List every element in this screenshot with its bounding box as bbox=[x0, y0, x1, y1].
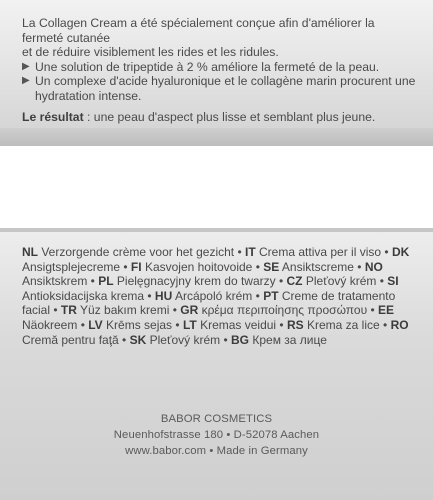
language-code: SI bbox=[387, 274, 399, 289]
language-entry bbox=[231, 333, 327, 347]
language-product-name: Yüz bakım kremi bbox=[80, 303, 170, 318]
separator-dot: • bbox=[381, 245, 392, 259]
separator-dot: • bbox=[169, 303, 181, 318]
language-code: NO bbox=[364, 259, 383, 274]
language-entry bbox=[22, 245, 234, 259]
separator-dot: • bbox=[234, 245, 245, 259]
language-code: FI bbox=[130, 259, 142, 274]
language-entry bbox=[88, 318, 172, 332]
language-product-name: Ansigtsplejecreme bbox=[22, 259, 121, 274]
language-entry bbox=[98, 274, 275, 288]
language-entry bbox=[183, 318, 276, 332]
language-entry bbox=[287, 274, 377, 288]
language-product-name: Arcápoló krém bbox=[174, 288, 253, 303]
language-entry bbox=[263, 260, 354, 274]
separator-dot: • bbox=[379, 317, 391, 332]
separator-dot: • bbox=[87, 274, 99, 289]
language-code: PT bbox=[263, 288, 279, 303]
intro-line-2: et de réduire visiblement les rides et les ridules. bbox=[22, 45, 279, 59]
separator-dot: • bbox=[353, 259, 365, 274]
french-description-panel bbox=[0, 0, 433, 128]
language-code: CZ bbox=[286, 274, 303, 289]
street-address: Neuenhofstrasse 180 • D-52078 Aachen bbox=[113, 429, 320, 441]
language-entry bbox=[287, 318, 380, 332]
language-entry bbox=[180, 303, 367, 317]
separator-dot: • bbox=[172, 317, 183, 332]
separator-dot: • bbox=[276, 317, 287, 332]
blank-white-band bbox=[0, 146, 433, 228]
triangle-bullet-icon: ▶ bbox=[22, 60, 30, 72]
language-code: IT bbox=[245, 245, 256, 259]
separator-dot: • bbox=[77, 317, 89, 332]
language-entry bbox=[155, 289, 252, 303]
language-product-name: Antioksidacijska krema bbox=[22, 288, 145, 303]
language-entry bbox=[245, 245, 381, 259]
website-origin: www.babor.com • Made in Germany bbox=[125, 445, 308, 457]
bullet-item bbox=[22, 60, 417, 75]
language-product-name: Kasvojen hoitovoide bbox=[144, 259, 253, 274]
bullet-item bbox=[22, 74, 417, 103]
language-product-name: Cremă pentru faţă bbox=[22, 332, 119, 347]
language-code: BG bbox=[231, 332, 250, 347]
language-product-name: Ansiktskrem bbox=[22, 274, 88, 289]
separator-dot: • bbox=[50, 303, 61, 318]
language-entry bbox=[130, 333, 221, 347]
language-product-name: Crema attiva per il viso bbox=[259, 245, 382, 259]
language-product-name: κρέμα περιποίησης προσώπου bbox=[201, 303, 368, 318]
separator-dot: • bbox=[376, 274, 388, 289]
language-code: GR bbox=[180, 303, 199, 318]
language-product-name: Ansiktscreme bbox=[281, 259, 354, 274]
multilingual-product-names bbox=[22, 245, 418, 347]
language-product-name: Verzorgende crème voor het gezicht bbox=[41, 245, 235, 259]
separator-dot: • bbox=[367, 303, 379, 318]
language-code: HU bbox=[154, 288, 173, 303]
triangle-bullet-icon: ▶ bbox=[22, 75, 30, 86]
language-product-name: Крем за лице bbox=[252, 332, 327, 347]
result-text: : une peau d'aspect plus lisse et semblant plus jeune. bbox=[83, 110, 376, 124]
language-product-name: Pleťový krém bbox=[305, 274, 377, 289]
language-code: LT bbox=[182, 317, 197, 332]
language-product-name: Pielęgnacyjny krem do twarzy bbox=[116, 274, 276, 289]
separator-dot: • bbox=[252, 288, 264, 303]
separator-dot: • bbox=[118, 332, 130, 347]
language-product-name: Krema za lice bbox=[306, 317, 380, 332]
language-code: SE bbox=[263, 259, 280, 274]
language-entry bbox=[61, 303, 169, 317]
box-fold-edge bbox=[0, 128, 433, 146]
separator-dot: • bbox=[120, 259, 131, 274]
bullet-text: Une solution de tripeptide à 2 % améliore la fermeté de la peau. bbox=[35, 59, 380, 74]
intro-line-1: La Collagen Cream a été spécialement conçue afin d'améliorer la fermeté cutanée bbox=[22, 16, 375, 45]
separator-dot: • bbox=[252, 259, 264, 274]
bullet-text: Un complexe d'acide hyaluronique et le collagène marin procurent une hydratation intense. bbox=[35, 74, 416, 103]
language-code: NL bbox=[22, 245, 38, 259]
language-code: RO bbox=[390, 317, 409, 332]
language-code: SK bbox=[129, 332, 147, 347]
separator-dot: • bbox=[220, 332, 232, 347]
french-description bbox=[22, 16, 417, 125]
language-product-name: Creme de tratamento facial bbox=[22, 288, 396, 318]
separator-dot: • bbox=[275, 274, 287, 289]
separator-dot: • bbox=[144, 288, 155, 303]
company-name: BABOR COSMETICS bbox=[160, 413, 273, 425]
language-code: EE bbox=[378, 303, 395, 318]
language-code: DK bbox=[391, 245, 410, 259]
language-product-name: Kremas veidui bbox=[200, 317, 277, 332]
result-label: Le résultat bbox=[22, 110, 84, 124]
language-entry bbox=[131, 260, 252, 274]
language-code: PL bbox=[98, 274, 114, 289]
language-code: LV bbox=[88, 317, 103, 332]
manufacturer-address bbox=[0, 411, 433, 459]
language-code: TR bbox=[60, 303, 77, 318]
language-product-name: Näokreem bbox=[22, 317, 78, 332]
result-line bbox=[22, 110, 417, 125]
language-code: RS bbox=[286, 317, 304, 332]
language-product-name: Pleťový krém bbox=[149, 332, 221, 347]
language-product-name: Krēms sejas bbox=[106, 317, 173, 332]
